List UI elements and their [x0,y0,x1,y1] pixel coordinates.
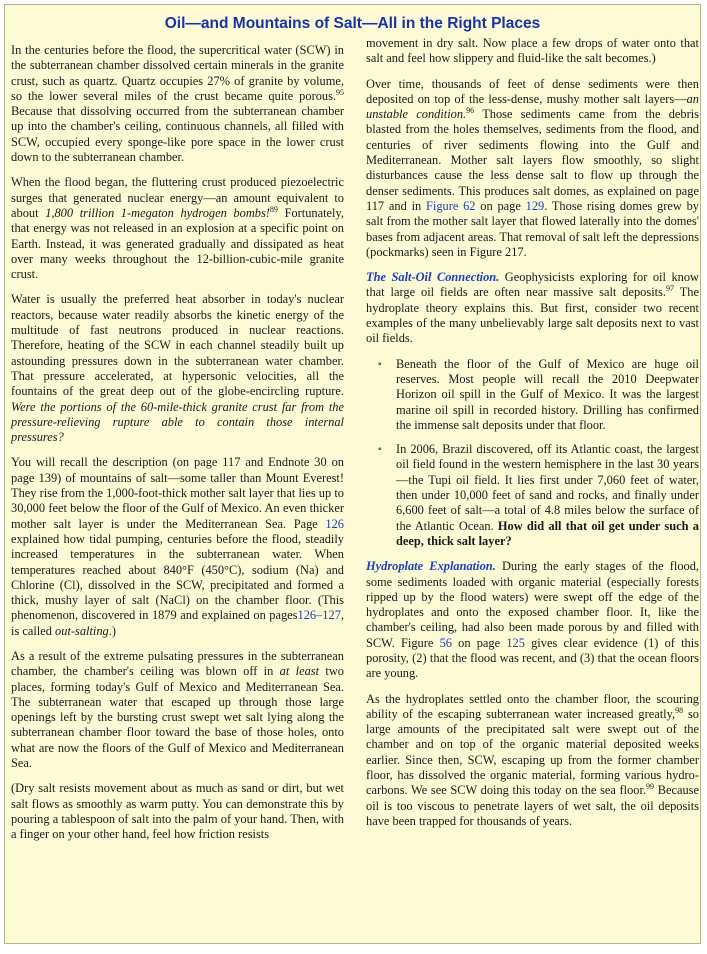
page-link[interactable]: 129 [525,198,545,213]
text: Beneath the floor of the Gulf of Mexico are huge oil reserves. Most people will recall the 2010 Deepwater Horizon oil spill in the Gulf of Mexico. It was the largest marine oil spill in recorded history. Drilling has confirmed the immense salt deposits under that floor. [396,356,699,432]
endnote-ref[interactable]: 89 [269,204,278,214]
bullet-icon: ▪ [378,358,382,370]
text: You will recall the description (on page 117 and Endnote 30 on page 139) of mountains of salt—some taller than Mount Everest! They rise from the 1,000-foot-thick mother salt layer that lies up to 30,000 feet below the floor of the Gulf of Mexico. An even thicker mother salt layer is under the Mediterranean Sea. Page [11,455,344,531]
bullet-icon: ▪ [378,444,382,456]
text: As the hydroplates settled onto the chamber floor, the scouring ability of the escaping subterranean water increased greatly, [366,691,699,721]
page [4,4,701,944]
text: so large amounts of the precipitated salt were swept out of the chamber and on top of the organic material deposited weeks earlier. Since then, SCW, escaping up from the former chamber floor, has dissolved the organic material, forming various hydro-carbons. We see SCW doing this today on the sea floor. [366,706,699,798]
paragraph: movement in dry salt. Now place a few drops of water onto that salt and feel how slippery and fluid-like the salt becomes.) [366,36,699,66]
text: As a result of the extreme pulsating pressures in the subterranean chamber, the chamber's ceiling was blown off in [11,648,344,679]
text: In the centuries before the flood, the supercritical water (SCW) in the subterranean chamber dissolved certain minerals in the granite crust, such as quartz. Quartz occupies 27% of granite by volume, so the lower several miles of the crust became quite porous. [11,43,344,103]
emphasis: 1,800 trillion 1-megaton hydrogen bombs! [45,205,270,220]
page-link[interactable]: 126 [325,516,344,531]
paragraph: (Dry salt resists movement about as much as sand or dirt, but wet salt flows as smoothly as warm putty. You can demonstrate this by pouring a tablespoon of salt into the palm of your hand. Then, with a finger on your other hand, feel how friction resists [11,781,344,842]
paragraph [366,692,699,830]
paragraph [11,649,344,771]
paragraph [366,559,699,681]
text: explained how tidal pumping, centuries before the flood, steadily increased temperatures in the subterranean water. When temperatures reached about 840°F (450°C), sodium (Na) and Chlorine (Cl), dissolved in the SCW, precipitated and formed a thick, mushy layer of salt (NaCl) on the chamber floor. (This phenomenon, discovered in 1879 and explained on pages [11,531,344,623]
text: Because oil is too viscous to penetrate layers of wet salt, the oil deposits have been trapped for thousands of years. [366,783,699,828]
figure-link[interactable]: 56 [439,635,452,650]
text: .) [108,623,116,638]
text: Because that dissolving occurred from the subterranean chamber up into the chamber's ceiling, continuous channels, all filled with SCW, occupied every sponge-like pore space in the lower crust down to the subterranean chamber. [11,104,344,165]
page-link[interactable]: 126–127 [297,608,341,623]
text: , is called [11,608,344,638]
figure-link[interactable]: Figure 62 [425,198,476,213]
emphasis: out-salting [55,623,109,638]
endnote-ref[interactable]: 97 [666,284,674,294]
section-heading: The Salt-Oil Connection. [366,270,500,285]
bullet-list [366,357,699,550]
bold-question: How did all that oil get under such a deep, thick salt layer? [396,518,699,548]
page-link[interactable]: 125 [506,635,525,650]
text: two places, forming today's Gulf of Mexico and Mediterranean Sea. The subterranean water that escaped up through those large openings left by the bursting crust swept wet salt lying along the subterranean chamber floor toward the base of those holes, onto what are now the floors of the Gulf of Mexico and Mediterranean Sea. [11,664,344,771]
text: During the early stages of the flood, some sediments loaded with organic material (especially forests ripped up by the flood waters) were swept off the edge of the hydroplates and onto the exposed chamber floor. It, like the chamber's ceiling, had also been made porous by and filled with SCW. Figure [366,559,700,650]
endnote-ref[interactable]: 96 [466,106,475,116]
paragraph [366,77,699,261]
left-column [11,43,344,853]
text: In 2006, Brazil discovered, off its Atlantic coast, the largest oil field found in the western hemisphere in the last 30 years—the Tupi oil field. It lies first under 7,060 feet of water, then under 10,000 feet of sand and rocks, and finally under 6,600 feet of salt—a total of 4.8 miles below the surface of the Atlantic Ocean. [396,442,699,533]
endnote-ref[interactable]: 95 [336,87,344,97]
text: Water is usually the preferred heat absorber in today's nuclear reactors, because water readily absorbs the kinetic energy of the multitude of fast neutrons produced in nuclear reactions. Therefore, heating of the SCW in each channel steadily built up astounding pressures down in the subterranean water chamber. That pressure accelerated, at hypersonic velocities, all the fountains of the great deep out of the globe-encircling rupture. [11,292,344,399]
page-title: Oil—and Mountains of Salt—All in the Right Places [164,15,541,32]
text: Fortunately, that energy was not released in an explosion at a specific point on Earth. Instead, it was generated gradually and dissipated as heat over many weeks throughout the 12-billion-cubic-mile granite crust. [11,205,344,282]
endnote-ref[interactable]: 98 [675,705,684,715]
text: Those sediments came from the debris blasted from the holes themselves, sediments from the flood, and centuries of river sediments flowing into the Gulf and Mediterranean. Mother salt layers flow smoothly, so slight disturbances cause the less dense salt to flow up through the denser sediments. This produces salt domes, as explained on page 117 and in [366,107,699,213]
text: on page [475,198,526,213]
paragraph [366,270,699,346]
list-item [366,357,699,433]
right-column [366,36,699,839]
text: The hydroplate theory explains this. But first, consider two recent examples of the many unbelievably large salt deposits next to vast oil fields. [366,285,699,346]
text: on page [451,635,507,650]
paragraph [11,455,344,639]
paragraph [11,175,344,282]
list-item [366,442,699,549]
emphasis: at least [279,664,320,679]
emphasis: an unstable condition. [366,91,699,122]
text: When the flood began, the fluttering crust produced piezoelectric surges that generated nuclear energy—an amount equivalent to about [11,175,344,220]
text: . Those rising domes grew by salt from the mother salt layer that flowed laterally into the domes' bases from adjacent areas. That removal of salt left the depressions (pockmarks) seen in Figure 217. [366,198,699,259]
paragraph [11,43,344,165]
section-heading: Hydroplate Explanation. [366,559,496,574]
emphasis: Were the portions of the 60-mile-thick granite crust far from the pressure-relieving rupture able to contain those internal pressures? [11,399,344,445]
text: Over time, thousands of feet of dense sediments were then deposited on top of the less-dense, mushy mother salt layers— [366,76,699,106]
text: gives clear evidence (1) of this porosity, (2) that the flood was recent, and (3) that the ocean floors are young. [366,635,700,681]
endnote-ref[interactable]: 99 [646,782,655,792]
paragraph [11,292,344,445]
text: Geophysicists exploring for oil know that large oil fields are often near massive salt deposits. [366,270,699,300]
